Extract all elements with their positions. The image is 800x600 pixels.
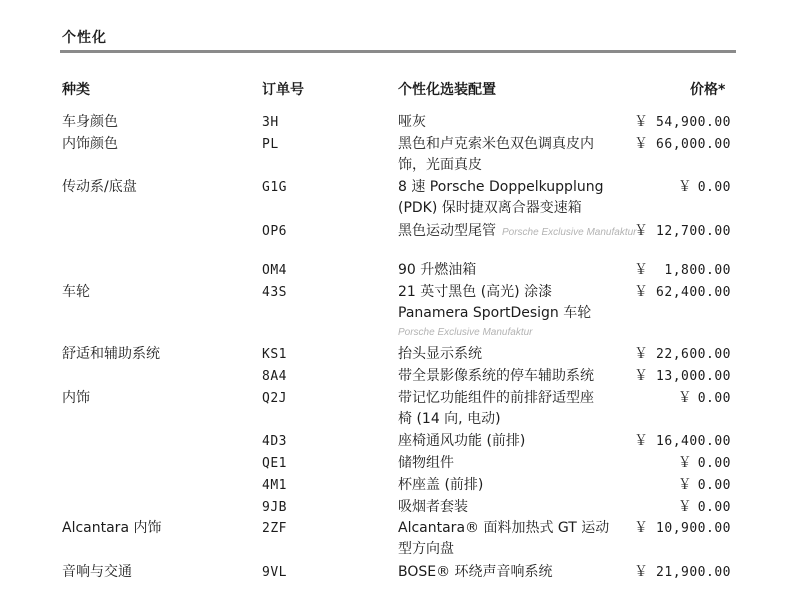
price-cell <box>634 497 731 518</box>
category-cell: 内饰颜色 <box>62 136 118 152</box>
price-cell <box>634 562 731 583</box>
config-cell <box>398 431 638 452</box>
config-line: 椅 (14 向, 电动) <box>398 411 501 427</box>
currency-symbol: ￥ <box>677 455 692 471</box>
price-cell <box>634 453 731 474</box>
order-number-cell: 43S <box>262 285 287 300</box>
config-line: 储物组件 <box>398 455 454 471</box>
column-header-config: 个性化选装配置 <box>398 82 496 98</box>
price-cell <box>634 134 731 155</box>
currency-symbol: ￥ <box>634 564 648 580</box>
price-amount: 22,600.00 <box>656 347 731 362</box>
order-number-cell: 8A4 <box>262 369 287 384</box>
config-cell <box>398 518 638 560</box>
order-number-cell: KS1 <box>262 347 287 362</box>
config-cell <box>398 177 638 219</box>
currency-symbol: ￥ <box>677 499 692 515</box>
currency-symbol: ￥ <box>634 368 648 384</box>
config-line: 90 升燃油箱 <box>398 262 477 278</box>
price-cell <box>634 388 731 409</box>
price-cell <box>634 221 731 242</box>
order-number-cell: 2ZF <box>262 521 287 536</box>
category-cell: 车身颜色 <box>62 114 118 130</box>
price-value <box>634 260 731 281</box>
column-header-order-no: 订单号 <box>262 82 304 98</box>
price-amount: 1,800.00 <box>664 263 731 278</box>
price-value <box>634 453 731 474</box>
config-cell <box>398 497 638 518</box>
price-value <box>634 134 731 155</box>
config-line: 座椅通风功能 (前排) <box>398 433 526 449</box>
currency-symbol: ￥ <box>634 136 648 152</box>
config-line: Panamera SportDesign 车轮 <box>398 305 592 321</box>
config-line: 抬头显示系统 <box>398 346 482 362</box>
price-value <box>634 562 731 583</box>
price-value <box>634 431 731 452</box>
price-amount: 12,700.00 <box>656 224 731 239</box>
currency-symbol: ￥ <box>634 520 648 536</box>
price-cell <box>634 431 731 452</box>
price-value <box>634 497 731 518</box>
price-value <box>634 221 731 242</box>
config-cell <box>398 221 638 243</box>
category-cell: Alcantara 内饰 <box>62 520 162 536</box>
category-cell: 内饰 <box>62 390 90 406</box>
order-number-cell: 9VL <box>262 565 287 580</box>
config-cell <box>398 112 638 133</box>
price-cell <box>634 518 731 539</box>
config-cell <box>398 366 638 387</box>
config-cell <box>398 282 638 341</box>
currency-symbol: ￥ <box>677 390 692 406</box>
column-header-price: 价格* <box>690 82 726 98</box>
order-number-cell: Q2J <box>262 391 287 406</box>
manufaktur-note: Porsche Exclusive Manufaktur <box>398 327 533 338</box>
config-cell <box>398 475 638 496</box>
price-amount: 21,900.00 <box>656 565 731 580</box>
price-value <box>634 518 731 539</box>
currency-symbol: ￥ <box>634 262 648 278</box>
config-line: 型方向盘 <box>398 541 454 557</box>
config-line: 黑色运动型尾管 Porsche Exclusive Manufaktur <box>398 223 637 239</box>
manufaktur-note: Porsche Exclusive Manufaktur <box>502 227 637 238</box>
price-cell <box>634 475 731 496</box>
category-cell: 音响与交通 <box>62 564 132 580</box>
price-cell <box>634 282 731 303</box>
order-number-cell: PL <box>262 137 279 152</box>
price-amount: 62,400.00 <box>656 285 731 300</box>
config-line: Alcantara® 面料加热式 GT 运动 <box>398 520 610 536</box>
price-amount: 0.00 <box>697 180 731 195</box>
price-amount: 10,900.00 <box>656 521 731 536</box>
config-line: 黑色和卢克索米色双色调真皮内 <box>398 136 594 152</box>
config-line: 杯座盖 (前排) <box>398 477 484 493</box>
currency-symbol: ￥ <box>634 433 648 449</box>
price-cell <box>634 260 731 281</box>
price-value <box>634 177 731 198</box>
price-amount: 0.00 <box>697 478 731 493</box>
order-number-cell: 3H <box>262 115 279 130</box>
order-number-cell: 4M1 <box>262 478 287 493</box>
price-value <box>634 344 731 365</box>
config-line: 哑灰 <box>398 114 426 130</box>
config-line: 8 速 Porsche Doppelkupplung <box>398 179 604 195</box>
price-value <box>634 388 731 409</box>
config-cell <box>398 134 638 176</box>
config-line: 带全景影像系统的停车辅助系统 <box>398 368 594 384</box>
config-cell <box>398 344 638 365</box>
price-cell <box>634 344 731 365</box>
category-cell: 车轮 <box>62 284 90 300</box>
config-line: 饰，光面真皮 <box>398 157 482 173</box>
price-cell <box>634 177 731 198</box>
price-amount: 0.00 <box>697 391 731 406</box>
currency-symbol: ￥ <box>634 114 648 130</box>
order-number-cell: OP6 <box>262 224 287 239</box>
currency-symbol: ￥ <box>677 477 692 493</box>
config-cell <box>398 388 638 430</box>
currency-symbol: ￥ <box>677 179 692 195</box>
price-amount: 0.00 <box>697 456 731 471</box>
price-amount: 13,000.00 <box>656 369 731 384</box>
config-line: 吸烟者套装 <box>398 499 468 515</box>
price-value <box>634 112 731 133</box>
price-cell <box>634 112 731 133</box>
price-amount: 16,400.00 <box>656 434 731 449</box>
config-line: (PDK) 保时捷双离合器变速箱 <box>398 200 582 216</box>
order-number-cell: G1G <box>262 180 287 195</box>
config-line: 21 英寸黑色 (高光) 涂漆 <box>398 284 553 300</box>
price-amount: 0.00 <box>697 500 731 515</box>
config-cell <box>398 260 638 281</box>
config-cell <box>398 453 638 474</box>
category-cell: 传动系/底盘 <box>62 179 137 195</box>
section-title: 个性化 <box>62 30 107 46</box>
config-cell <box>398 562 638 583</box>
category-cell: 舒适和辅助系统 <box>62 346 160 362</box>
config-line: BOSE® 环绕声音响系统 <box>398 564 553 580</box>
order-number-cell: QE1 <box>262 456 287 471</box>
order-number-cell: 4D3 <box>262 434 287 449</box>
config-line: 带记忆功能组件的前排舒适型座 <box>398 390 594 406</box>
currency-symbol: ￥ <box>634 284 648 300</box>
price-cell <box>634 366 731 387</box>
price-value <box>634 282 731 303</box>
order-number-cell: 9JB <box>262 500 287 515</box>
currency-symbol: ￥ <box>634 346 648 362</box>
price-amount: 66,000.00 <box>656 137 731 152</box>
order-number-cell: OM4 <box>262 263 287 278</box>
column-header-category: 种类 <box>62 82 90 98</box>
currency-symbol: ￥ <box>634 223 648 239</box>
price-value <box>634 475 731 496</box>
price-amount: 54,900.00 <box>656 115 731 130</box>
price-value <box>634 366 731 387</box>
